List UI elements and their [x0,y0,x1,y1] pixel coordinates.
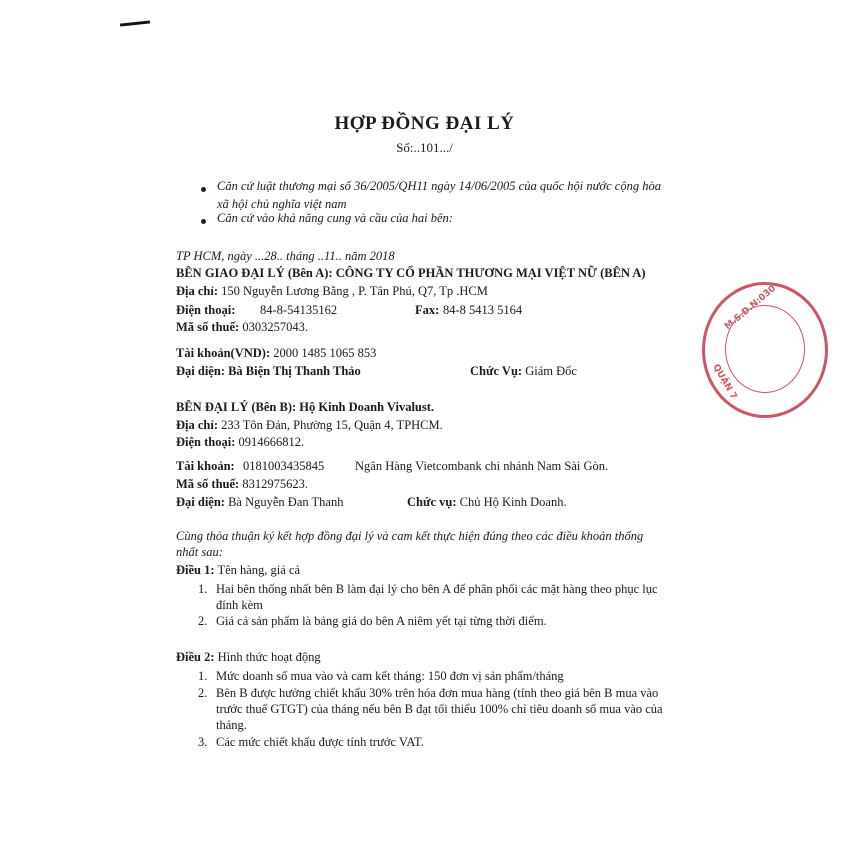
party-a-account [176,346,376,361]
position-value: Giám Đốc [525,364,577,378]
fax-value: 84-8 5413 5164 [443,303,523,317]
list-number: 2. [198,614,208,628]
rep-label: Đại diện: [176,495,225,509]
party-b-address [176,418,443,433]
party-a-address [176,284,488,299]
bullet-icon [201,219,206,224]
tax-label: Mã số thuế: [176,320,240,334]
date-line: TP HCM, ngày ...28.. tháng ..11.. năm 2018 [176,249,395,263]
account-label: Tài khoản: [176,459,235,473]
party-b-position [407,495,567,510]
legal-basis-line: Căn cứ luật thương mại số 36/2005/QH11 ngày 14/06/2005 của quốc hội nước cộng hòa [217,179,661,193]
list-item-line: Hai bên thống nhất bên B làm đại lý cho bên A để phân phối các mặt hàng theo phục lục [216,582,658,596]
agreement-intro-line: nhất sau: [176,545,223,559]
rep-label: Đại diện: [176,364,225,378]
article-2-heading [176,650,321,665]
list-number: 2. [198,686,208,700]
phone-label: Điện thoại: [176,303,236,317]
party-a-tax [176,320,308,335]
list-item-line: tháng. [216,718,247,732]
contract-number: Số:..101.../ [396,140,453,155]
account-value: 0181003435845 [243,459,325,473]
position-value: Chủ Hộ Kinh Doanh. [459,495,567,509]
party-a-position [470,364,577,379]
party-a-rep [176,364,361,379]
pen-mark [120,20,150,26]
legal-basis-line: xã hội chủ nghĩa việt nam [217,197,347,211]
tax-label: Mã số thuế: [176,477,240,491]
account-value: 2000 1485 1065 853 [273,346,377,360]
article-label: Điều 2: [176,650,215,664]
stamp-text-top: M.S.D.N:030 [723,283,778,333]
phone-value: 84-8-54135162 [260,303,338,317]
list-number: 1. [198,669,208,683]
stamp-text-side: QUẬN 7 [710,362,739,402]
legal-basis-line: Căn cứ vào khả năng cung và cầu của hai bên: [217,211,453,225]
position-label: Chức vụ: [407,495,457,509]
list-item-line: Các mức chiết khấu được tính trước VAT. [216,735,424,749]
list-item-line: Mức doanh số mua vào và cam kết tháng: 150 đơn vị sản phẩm/tháng [216,669,564,683]
fax-label: Fax: [415,303,440,317]
party-b-heading: BÊN ĐẠI LÝ (Bên B): Hộ Kinh Doanh Vivalust. [176,400,435,414]
article-title: Hình thức hoạt động [217,650,321,664]
tax-value: 8312975623. [242,477,308,491]
article-1-heading [176,563,300,578]
address-label: Địa chỉ: [176,418,219,432]
phone-label: Điện thoại: [176,435,236,449]
phone-value: 0914666812. [238,435,305,449]
position-label: Chức Vụ: [470,364,523,378]
bullet-icon [201,187,206,192]
rep-value: Bà Biện Thị Thanh Thảo [228,364,361,378]
list-item-line: trước thuế GTGT) của tháng nếu bên B đạt tối thiểu 100% chỉ tiêu doanh số mua vào của [216,702,663,716]
article-title: Tên hàng, giá cả [217,563,301,577]
page-title: HỢP ĐỒNG ĐẠI LÝ [334,113,515,134]
company-stamp [702,282,828,418]
address-value: 233 Tôn Đản, Phường 15, Quận 4, TPHCM. [221,418,443,432]
party-b-rep [176,495,343,510]
list-number: 3. [198,735,208,749]
agreement-intro-line: Cùng thỏa thuận ký kết hợp đồng đại lý và cam kết thực hiện đúng theo các điều khoản thống [176,529,644,543]
article-label: Điều 1: [176,563,215,577]
party-b-tax [176,477,308,492]
list-item-line: đính kèm [216,598,263,612]
list-item-line: Giá cả sản phẩm là bảng giá do bên A niêm yết tại từng thời điểm. [216,614,547,628]
account-label: Tài khoản(VND): [176,346,271,360]
tax-value: 0303257043. [242,320,308,334]
bank-value: Ngân Hàng Vietcombank chi nhánh Nam Sài Gòn. [355,459,609,473]
address-label: Địa chỉ: [176,284,219,298]
list-number: 1. [198,582,208,596]
party-a-heading: BÊN GIAO ĐẠI LÝ (Bên A): CÔNG TY CỔ PHẦN THƯƠNG MẠI VIỆT NỮ (BÊN A) [176,266,646,280]
party-b-phone [176,435,304,450]
rep-value: Bà Nguyễn Đan Thanh [228,495,344,509]
address-value: 150 Nguyễn Lương Bằng , P. Tân Phú, Q7, Tp .HCM [221,284,488,298]
list-item-line: Bên B được hưởng chiết khấu 30% trên hóa đơn mua hàng (tính theo giá bên B mua vào [216,686,659,700]
